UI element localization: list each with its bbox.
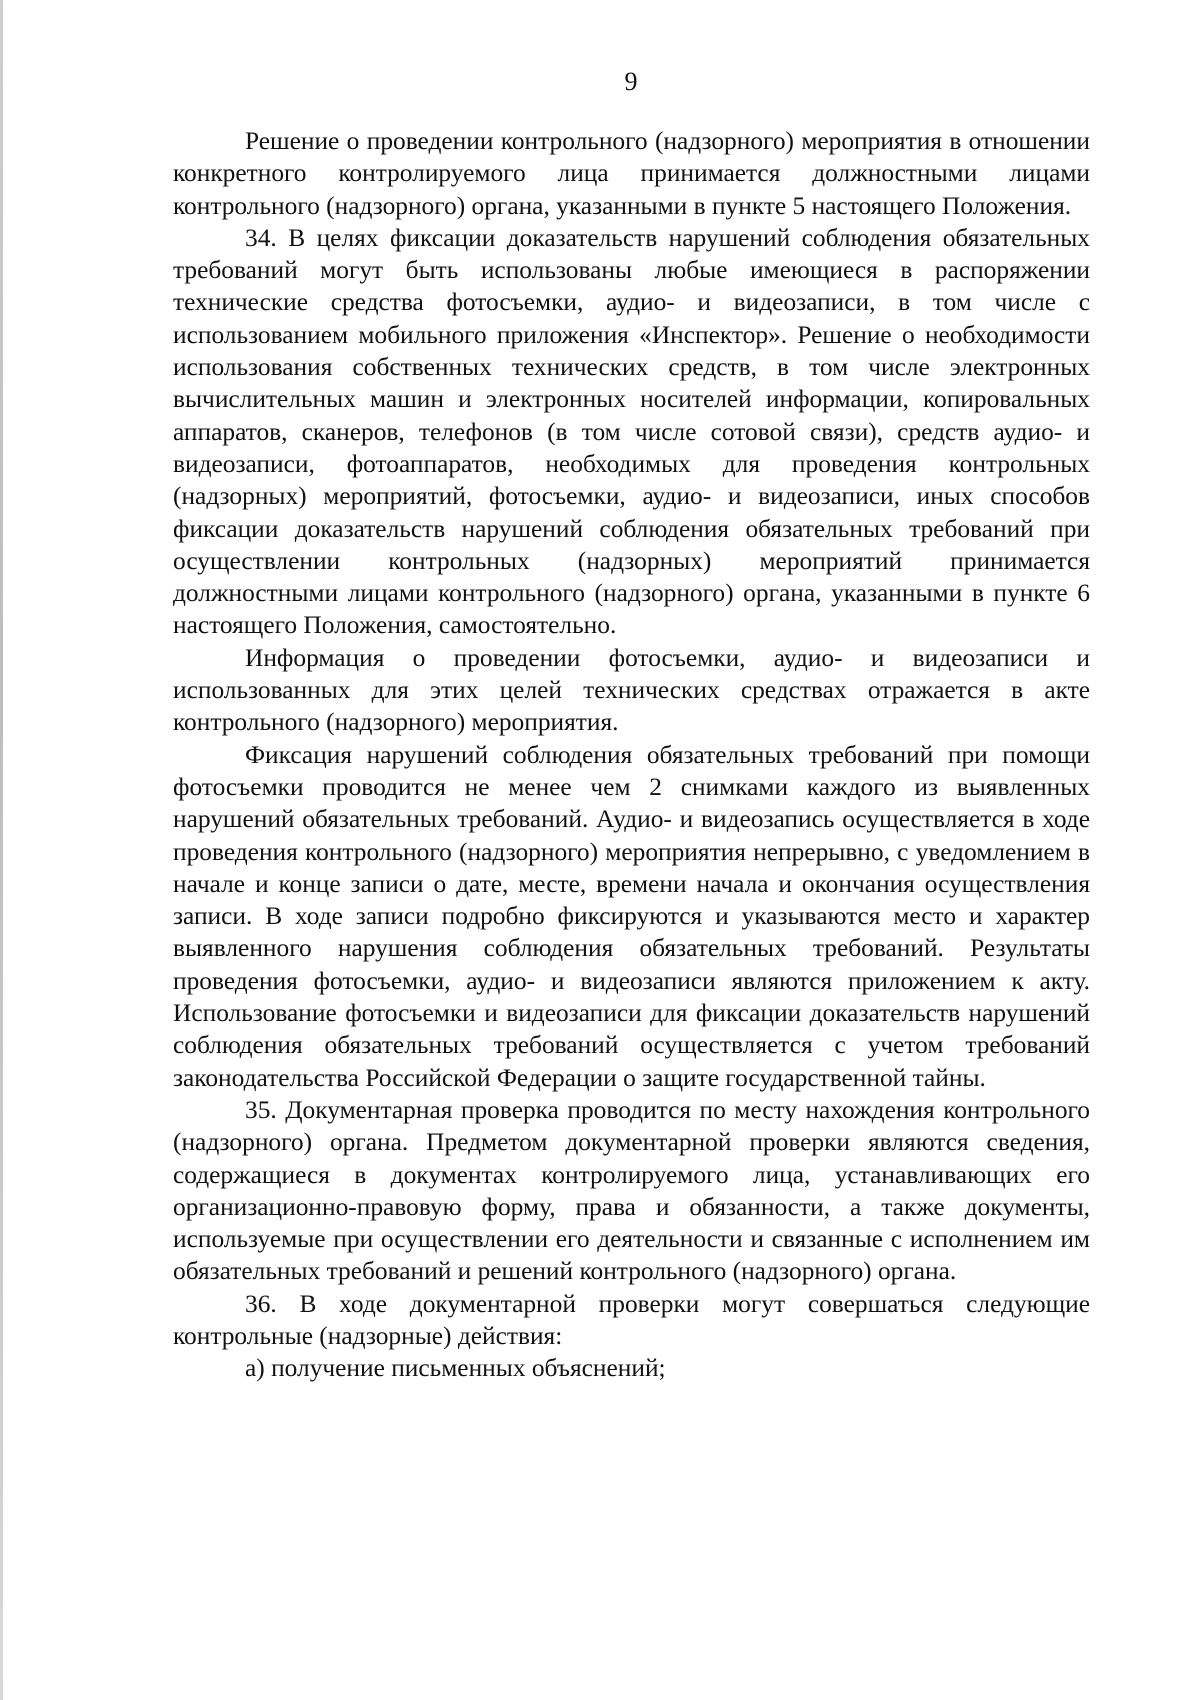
page-number: 9 <box>624 67 638 96</box>
paragraph-fixation: Фиксация нарушений соблюдения обязательных требований при помощи фотосъемки проводится не менее чем 2 снимками каждого из выявленных нарушений обязательных требований. Аудио- и видеозапись осуществляется в ходе проведения контрольного (надзорного) мероприятия непрерывно, с уведомлением в начале и конце записи о дате, месте, времени начала и окончания осуществления записи. В ходе записи подробно фиксируются и указываются место и характер выявленного нарушения соблюдения обязательных требований. Результаты проведения фотосъемки, аудио- и видеозаписи являются приложением к акту. Использование фотосъемки и видеозаписи для фиксации доказательств нарушений соблюдения обязательных требований осуществляется с учетом требований законодательства Российской Федерации о защите государственной тайны. <box>173 740 1090 1092</box>
paragraph-photo-info: Информация о проведении фотосъемки, аудио- и видеозаписи и использованных для этих целей технических средствах отражается в акте контрольного (надзорного) мероприятия. <box>173 643 1090 737</box>
scan-edge <box>0 0 3 1700</box>
paragraph-36: 36. В ходе документарной проверки могут совершаться следующие контрольные (надзорные) действия: <box>173 1289 1090 1350</box>
paragraph-decision: Решение о проведении контрольного (надзорного) мероприятия в отношении конкретного контролируемого лица принимается должностными лицами контрольного (надзорного) органа, указанными в пункте 5 настоящего Положения. <box>173 127 1090 220</box>
document-body <box>173 125 1090 1385</box>
list-item-a: а) получение письменных объяснений; <box>245 1354 666 1383</box>
paragraph-34: 34. В целях фиксации доказательств нарушений соблюдения обязательных требований могут быть использованы любые имеющиеся в распоряжении технические средства фотосъемки, аудио- и видеозаписи, в том числе с использованием мобильного приложения «Инспектор». Решение о необходимости использования собственных технических средств, в том числе электронных вычислительных машин и электронных носителей информации, копировальных аппаратов, сканеров, телефонов (в том числе сотовой связи), средств аудио- и видеозаписи, фотоаппаратов, необходимых для проведения контрольных (надзорных) мероприятий, фотосъемки, аудио- и видеозаписи, иных способов фиксации доказательств нарушений соблюдения обязательных требований при осуществлении контрольных (надзорных) мероприятий принимается должностными лицами контрольного (надзорного) органа, указанными в пункте 6 настоящего Положения, самостоятельно. <box>173 223 1090 640</box>
paragraph-35: 35. Документарная проверка проводится по месту нахождения контрольного (надзорного) органа. Предметом документарной проверки являются сведения, содержащиеся в документах контролируемого лица, устанавливающих его организационно-правовую форму, права и обязанности, а также документы, используемые при осуществлении его деятельности и связанные с исполнением им обязательных требований и решений контрольного (надзорного) органа. <box>173 1095 1090 1286</box>
